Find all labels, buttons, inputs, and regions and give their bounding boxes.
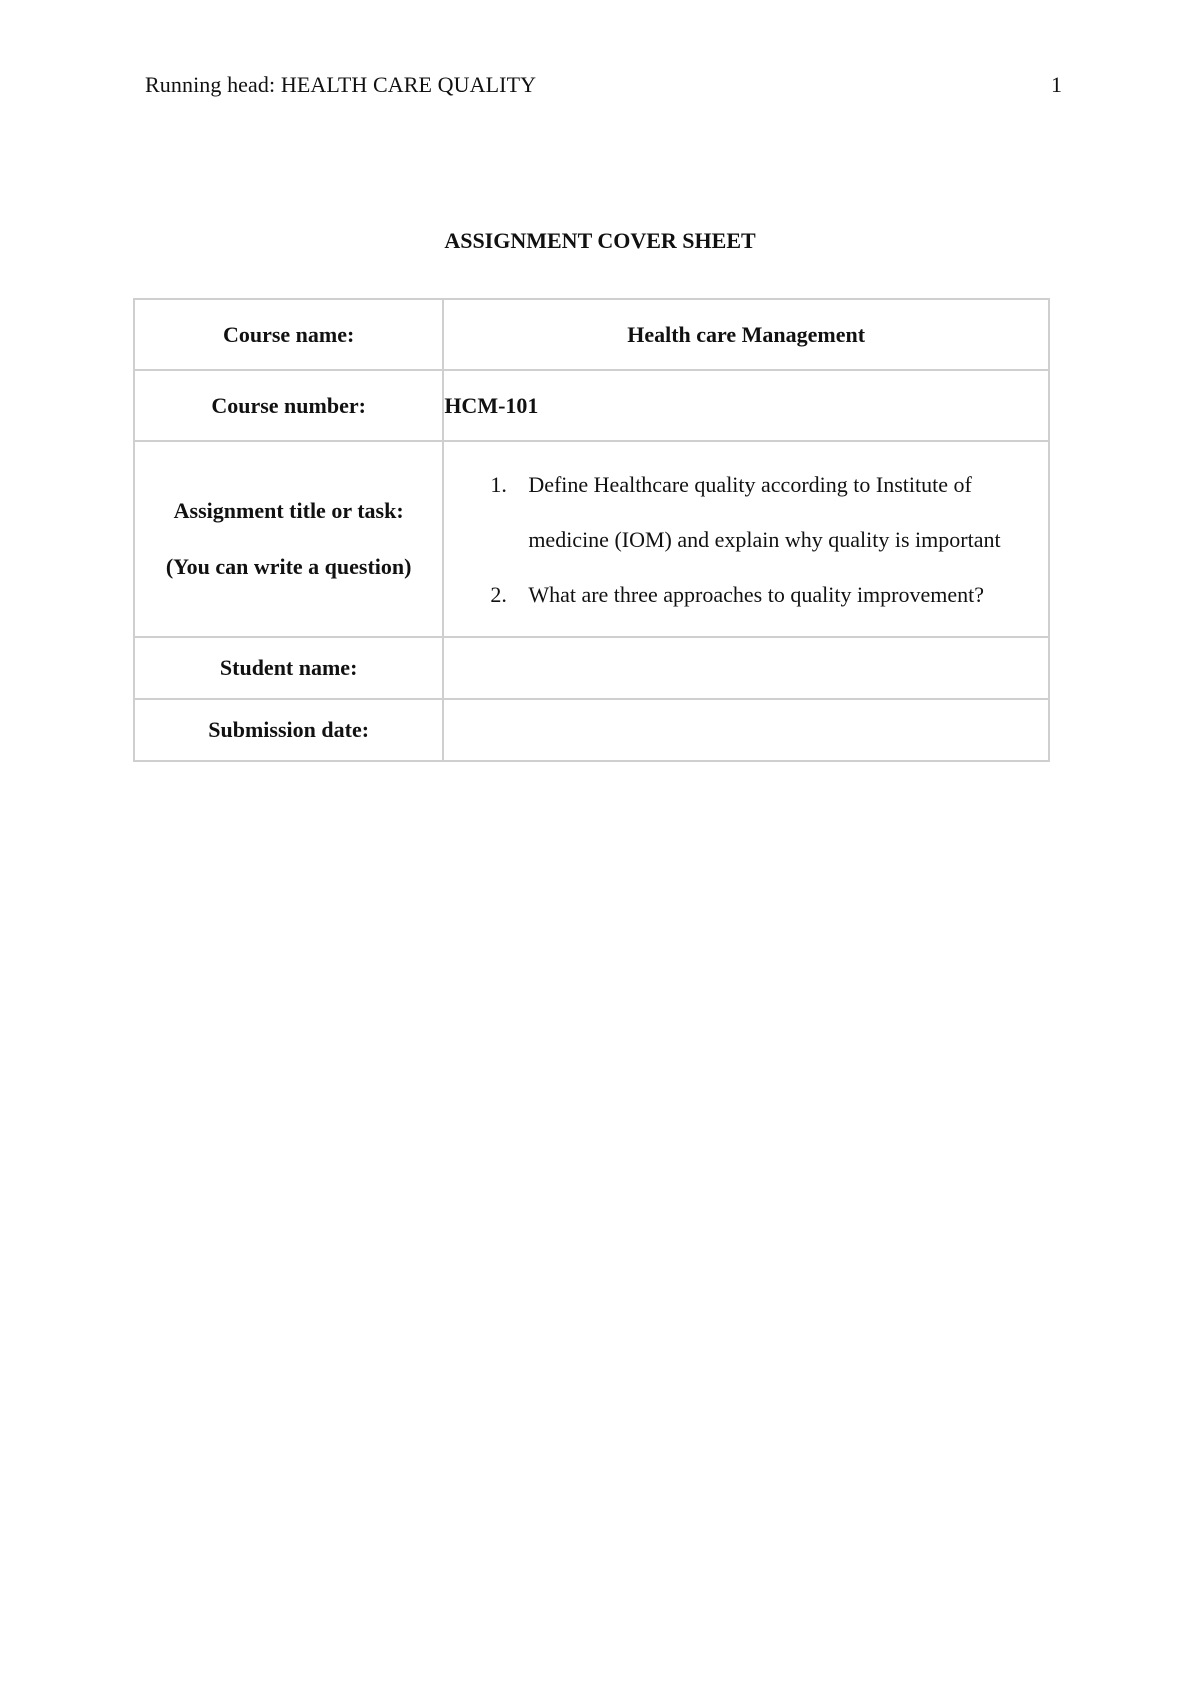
task-number: 2. xyxy=(490,581,507,607)
table-row-assignment-task xyxy=(134,441,1049,637)
assignment-task-label-cell xyxy=(134,441,443,637)
table-row-course-number xyxy=(134,370,1049,441)
task-text: Define Healthcare quality according to Institute of medicine (IOM) and explain why quality is important xyxy=(528,471,1001,552)
table-row-course-name xyxy=(134,299,1049,370)
table-row-submission-date xyxy=(134,699,1049,761)
student-name-label: Student name: xyxy=(134,637,443,699)
course-number-label: Course number: xyxy=(134,370,443,441)
course-name-label: Course name: xyxy=(134,299,443,370)
table-row-student-name xyxy=(134,637,1049,699)
student-name-value[interactable] xyxy=(443,637,1049,699)
running-head: Running head: HEALTH CARE QUALITY xyxy=(145,72,537,97)
task-number: 1. xyxy=(490,471,507,497)
task-list xyxy=(444,457,1048,622)
cover-sheet-table xyxy=(133,298,1050,762)
assignment-task-value xyxy=(443,441,1049,637)
list-item xyxy=(444,567,1048,622)
assignment-task-label: Assignment title or task: xyxy=(173,498,404,523)
submission-date-value[interactable] xyxy=(443,699,1049,761)
list-item xyxy=(444,457,1048,567)
page-number: 1 xyxy=(1051,72,1062,97)
task-text: What are three approaches to quality improvement? xyxy=(528,581,985,607)
assignment-task-sublabel: (You can write a question) xyxy=(165,554,412,579)
document-title: ASSIGNMENT COVER SHEET xyxy=(444,228,756,253)
course-number-value: HCM-101 xyxy=(443,370,1049,441)
submission-date-label: Submission date: xyxy=(134,699,443,761)
course-name-value: Health care Management xyxy=(443,299,1049,370)
